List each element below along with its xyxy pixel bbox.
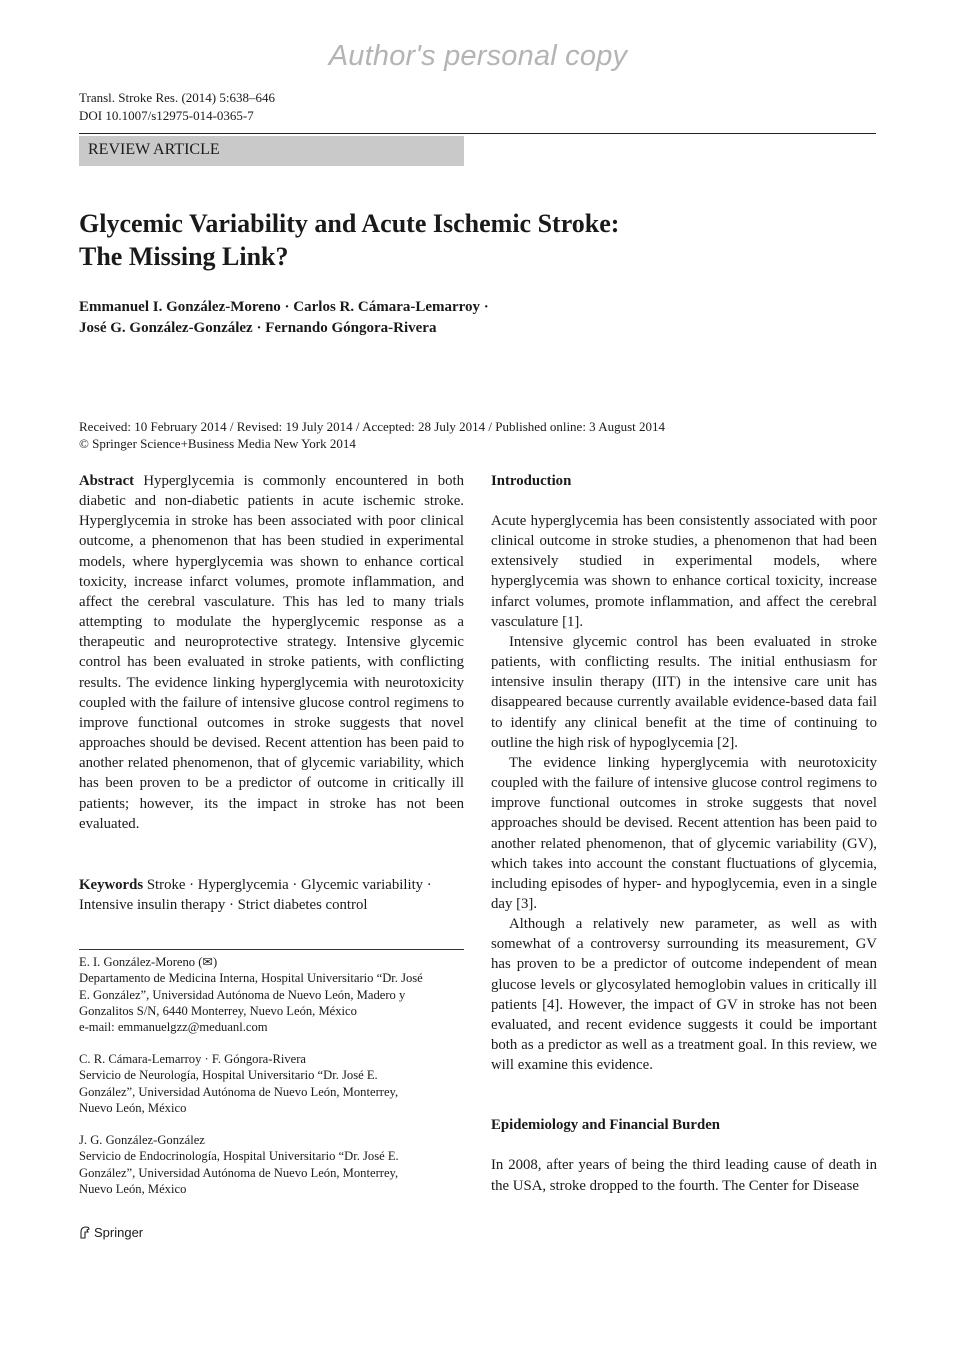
- journal-reference: [79, 89, 275, 125]
- date-history: Received: 10 February 2014 / Revised: 19 July 2014 / Accepted: 28 July 2014 / Published online: 3 August 2014: [79, 419, 666, 434]
- affiliation-block: [79, 1132, 464, 1197]
- authors-line-2: José G. González-González · Fernando Góngora-Rivera: [79, 320, 437, 336]
- affiliation-name: J. G. González-González: [79, 1133, 205, 1147]
- intro-paragraph: Acute hyperglycemia has been consistently associated with poor clinical outcome in stroke studies, a phenomenon that had been extensively studied in experimental models, where hyperglycemia was shown to enhance cortical toxicity, increase infarct volumes, promote inflammation, and affect the cerebral vasculature [1].: [491, 513, 877, 630]
- abstract-text: Hyperglycemia is commonly encountered in both diabetic and non-diabetic patients in acute ischemic stroke. Hyperglycemia in stroke has been associated with poor clinical outcome, a phenomenon that has been studied in experimental models, where hyperglycemia was shown to enhance cortical toxicity, increase infarct volumes, promote inflammation, and affect the cerebral vasculature. This has led to many trials attempting to modulate the hyperglycemic response as a therapeutic and neuroprotective strategy. Intensive glycemic control has been evaluated in stroke patients, with conflicting results. The evidence linking hyperglycemia with neurotoxicity coupled with the failure of intensive glucose control regimens to improve functional outcomes in stroke suggests that novel approaches should be devised. Recent attention has been paid to another related phenomenon, that of glycemic variability, which has been proven to be a predictor of outcome in critically ill patients; however, its the impact in stroke has not been evaluated.: [79, 473, 465, 832]
- doi[interactable]: DOI 10.1007/s12975-014-0365-7: [79, 108, 254, 123]
- affiliation-block: [79, 954, 464, 1035]
- abstract-label: Abstract: [79, 473, 135, 489]
- section-heading-introduction: Introduction: [491, 473, 572, 489]
- keywords-label: Keywords: [79, 877, 144, 893]
- header-rule: [79, 133, 876, 134]
- title-line-1: Glycemic Variability and Acute Ischemic Stroke:: [79, 209, 620, 238]
- intro-paragraph: Although a relatively new parameter, as well as with somewhat of a controversy surrounding its measurement, GV has proven to be a predictor of outcome independent of mean glucose levels or glycosylated hemoglobin values in critically ill patients [4]. However, the impact of GV in stroke has not been evaluated, and recent evidence suggests it could be important both as a predictor as well as a treatment goal. In this review, we will examine this evidence.: [491, 916, 877, 1074]
- affiliation-line: Servicio de Neurología, Hospital Universitario “Dr. José E.: [79, 1068, 378, 1083]
- affiliation-line: E. González”, Universidad Autónoma de Nuevo León, Madero y: [79, 987, 406, 1002]
- abstract-paragraph: [79, 471, 464, 834]
- affiliation-line: Servicio de Endocrinología, Hospital Universitario “Dr. José E.: [79, 1149, 399, 1164]
- journal-citation: Transl. Stroke Res. (2014) 5:638–646: [79, 90, 275, 105]
- authors-line-1: Emmanuel I. González-Moreno · Carlos R. Cámara-Lemarroy ·: [79, 299, 489, 315]
- affiliation-line: Nuevo León, México: [79, 1100, 187, 1115]
- watermark-author-copy: Author's personal copy: [328, 40, 628, 72]
- section-heading-epidemiology: Epidemiology and Financial Burden: [491, 1117, 720, 1134]
- abstract-section: [79, 471, 464, 834]
- publisher-name: Springer: [94, 1225, 144, 1240]
- article-title: [79, 207, 779, 273]
- epidemiology-paragraph: In 2008, after years of being the third leading cause of death in the USA, stroke dropped to the fourth. The Center for Disease: [491, 1157, 877, 1194]
- springer-horse-icon: [79, 1224, 91, 1242]
- keywords-text: Stroke · Hyperglycemia · Glycemic variability · Intensive insulin therapy · Strict diabetes control: [79, 877, 432, 914]
- keywords-paragraph: [79, 875, 464, 915]
- body-right-column: [491, 471, 877, 1196]
- affiliation-email[interactable]: e-mail: emmanuelgzz@meduanl.com: [79, 1020, 268, 1035]
- intro-paragraph: The evidence linking hyperglycemia with neurotoxicity coupled with the failure of intensive glucose control regimens to improve functional outcomes in stroke suggests that novel approaches should be devised. Recent attention has been paid to another related phenomenon, that of glycemic variability (GV), which takes into account the constant fluctuations of glycemia, including episodes of hyper- and hypoglycemia, even in a single day [3].: [491, 754, 877, 912]
- affiliation-line: Nuevo León, México: [79, 1181, 187, 1196]
- title-line-2: The Missing Link?: [79, 242, 289, 271]
- affiliation-line: González”, Universidad Autónoma de Nuevo León, Monterrey,: [79, 1084, 399, 1099]
- keywords-section: [79, 875, 464, 915]
- intro-paragraph: Intensive glycemic control has been evaluated in stroke patients, with conflicting results. The initial enthusiasm for intensive insulin therapy (IIT) in the intensive care unit has disappeared because currently available evidence-based data fail to identify any clinical benefit at the time of continuing to outline the high risk of hypoglycemia [2].: [491, 633, 877, 751]
- publication-history: [79, 418, 879, 452]
- affiliations-rule: [79, 949, 464, 950]
- affiliation-block: [79, 1051, 464, 1116]
- copyright-notice: © Springer Science+Business Media New York 2014: [79, 436, 356, 451]
- affiliation-line: Gonzalitos S/N, 6440 Monterrey, Nuevo León, México: [79, 1003, 357, 1018]
- publisher-footer: [79, 1224, 143, 1242]
- article-type-banner: REVIEW ARTICLE: [79, 136, 464, 166]
- affiliation-line: González”, Universidad Autónoma de Nuevo León, Monterrey,: [79, 1165, 399, 1180]
- affiliation-name: C. R. Cámara-Lemarroy · F. Góngora-Rivera: [79, 1052, 307, 1066]
- affiliation-line: Departamento de Medicina Interna, Hospital Universitario “Dr. José: [79, 971, 423, 986]
- affiliation-name: E. I. González-Moreno (✉): [79, 955, 218, 969]
- author-list: [79, 297, 839, 339]
